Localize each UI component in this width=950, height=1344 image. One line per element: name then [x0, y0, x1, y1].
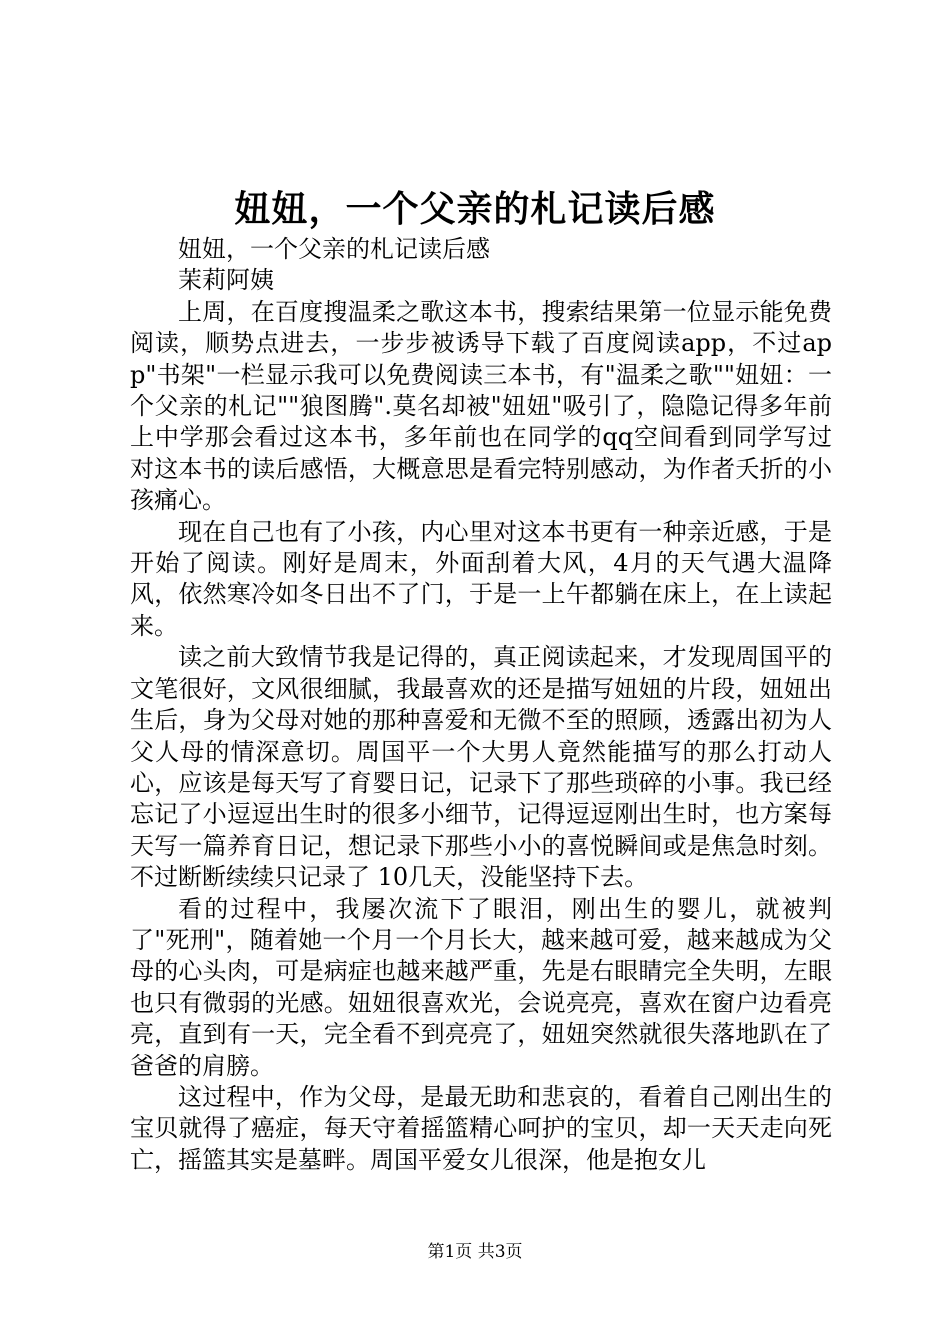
document-body — [130, 234, 832, 1176]
paragraph-subtitle: 妞妞，一个父亲的札记读后感 — [178, 235, 490, 263]
paragraph: 看的过程中，我屡次流下了眼泪，刚出生的婴儿，就被判了"死刑"，随着她一个月一个月长大，越来越可爱，越来越成为父母的心头肉，可是病症也越来越严重，先是右眼睛完全失明，左眼也只有微弱的光感。妞妞很喜欢光，会说亮亮，喜欢在窗户边看亮亮，直到有一天，完全看不到亮亮了，妞妞突然就很失落地趴在了爸爸的肩膀。 — [130, 894, 832, 1080]
document-title: 妞妞，一个父亲的札记读后感 — [234, 188, 716, 230]
paragraph-author: 茉莉阿姨 — [178, 266, 274, 295]
page-number: 第1页 共3页 — [427, 1242, 523, 1262]
page-footer — [0, 1240, 950, 1264]
paragraph: 现在自己也有了小孩，内心里对这本书更有一种亲近感，于是开始了阅读。刚好是周末，外面刮着大风，4月的天气遇大温降风，依然寒冷如冬日出不了门，于是一上午都躺在床上，在上读起来。 — [130, 517, 832, 640]
paragraph: 上周，在百度搜温柔之歌这本书，搜索结果第一位显示能免费阅读，顺势点进去，一步步被诱导下载了百度阅读app，不过app"书架"一栏显示我可以免费阅读三本书，有"温柔之歌""妞妞：一个父亲的札记""狼图腾".莫名却被"妞妞"吸引了，隐隐记得多年前上中学那会看过这本书，多年前也在同学的qq空间看到同学写过对这本书的读后感悟，大概意思是看完特别感动，为作者夭折的小孩痛心。 — [130, 297, 832, 515]
paragraph: 这过程中，作为父母，是最无助和悲哀的，看着自己刚出生的宝贝就得了癌症，每天守着摇篮精心呵护的宝贝，却一天天走向死亡，摇篮其实是墓畔。周国平爱女儿很深，他是抱女儿 — [130, 1082, 832, 1174]
paragraph: 读之前大致情节我是记得的，真正阅读起来，才发现周国平的文笔很好，文风很细腻，我最喜欢的还是描写妞妞的片段，妞妞出生后，身为父母对她的那种喜爱和无微不至的照顾，透露出初为人父人母的情深意切。周国平一个大男人竟然能描写的那么打动人心，应该是每天写了育婴日记，记录下了那些琐碎的小事。我已经忘记了小逗逗出生时的很多小细节，记得逗逗刚出生时，也方案每天写一篇养育日记，想记录下那些小小的喜悦瞬间或是焦急时刻。不过断断续续只记录了 10几天，没能坚持下去。 — [130, 643, 832, 892]
